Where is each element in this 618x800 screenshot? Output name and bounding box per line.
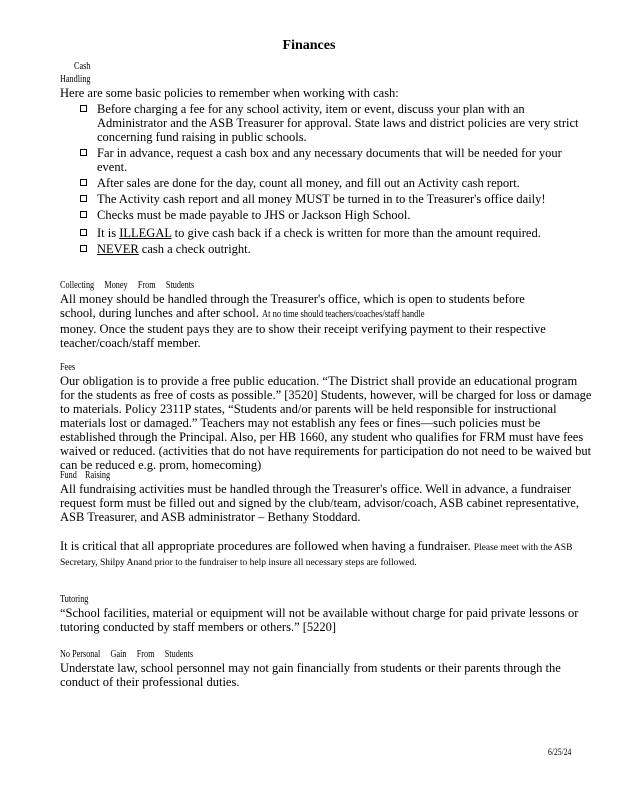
cash-policy-list	[80, 102, 592, 258]
fees-body: Our obligation is to provide a free public education. “The District shall provide an educational program for the students as free of costs as possible.” [3520] Students, however, will be charged for loss or damage to materials. Policy 2311P states, “Students and/or parents will be held responsible for instructional materials lost or damaged.” Teachers may not establish any fees or fines—such policies must be established through the Principal. Also, per HB 1660, any student who qualifies for FRM must have fees waived or reduced. (activities that do not have requirements for participation do not need to be waived but can be reduced e.g. prom, homecoming)	[60, 374, 592, 472]
bullet-icon	[80, 195, 87, 202]
list-item: The Activity cash report and all money MUST be turned in to the Treasurer's office daily!	[80, 192, 592, 206]
bullet-icon	[80, 149, 87, 156]
tutoring-heading: Tutoring	[60, 594, 89, 605]
fund-raising-critical: It is critical that all appropriate procedures are followed when having a fundraiser. Please meet with the ASB Secretary, Shilpy Anand prior to the fundraiser to help insure all necessary steps are followed.	[60, 539, 573, 568]
fees-heading: Fees	[60, 362, 76, 373]
bullet-icon	[80, 245, 87, 252]
page-title: Finances	[282, 38, 336, 53]
list-item: After sales are done for the day, count all money, and fill out an Activity cash report.	[80, 176, 592, 190]
collecting-heading: Collecting Money From Students	[60, 280, 195, 291]
list-item: It is ILLEGAL to give cash back if a check is written for more than the amount required.	[80, 226, 592, 240]
bullet-icon	[80, 229, 87, 236]
list-item: Checks must be made payable to JHS or Jackson High School.	[80, 208, 592, 222]
collecting-body: All money should be handled through the Treasurer's office, which is open to students before school, during lunches and after school. At no time should teachers/coaches/staff handle money. Once the student pays they are to show their receipt verifying payment to their respective teacher/coach/staff member.	[60, 292, 546, 350]
cash-intro: Here are some basic policies to remember when working with cash:	[60, 86, 399, 100]
tutoring-body: “School facilities, material or equipment will not be available without charge for paid private lessons or tutoring conducted by staff members or others.” [5220]	[60, 606, 579, 634]
list-item: NEVER cash a check outright.	[80, 242, 592, 256]
fund-raising-heading: Fund Raising	[60, 470, 111, 481]
no-personal-gain-body: Understate law, school personnel may not gain financially from students or their parents through the conduct of their professional duties.	[60, 661, 561, 689]
cash-heading-line1: Cash	[74, 61, 91, 72]
footer-date: 6/25/24	[548, 747, 572, 757]
fund-raising-body: All fundraising activities must be handled through the Treasurer's office. Well in advance, a fundraiser request form must be filled out and signed by the club/team, advisor/coach, ASB cabinet representative, ASB Treasurer, and ASB administrator – Bethany Stoddard.	[60, 482, 579, 524]
bullet-icon	[80, 179, 87, 186]
no-personal-gain-heading: No Personal Gain From Students	[60, 649, 194, 660]
bullet-icon	[80, 105, 87, 112]
bullet-icon	[80, 211, 87, 218]
list-item: Before charging a fee for any school activity, item or event, discuss your plan with an Administrator and the ASB Treasurer for approval. State laws and district policies are very strict concerning fund raising in public schools.	[80, 102, 592, 144]
list-item: Far in advance, request a cash box and any necessary documents that will be needed for your event.	[80, 146, 592, 174]
cash-heading-line2: Handling	[60, 74, 91, 85]
